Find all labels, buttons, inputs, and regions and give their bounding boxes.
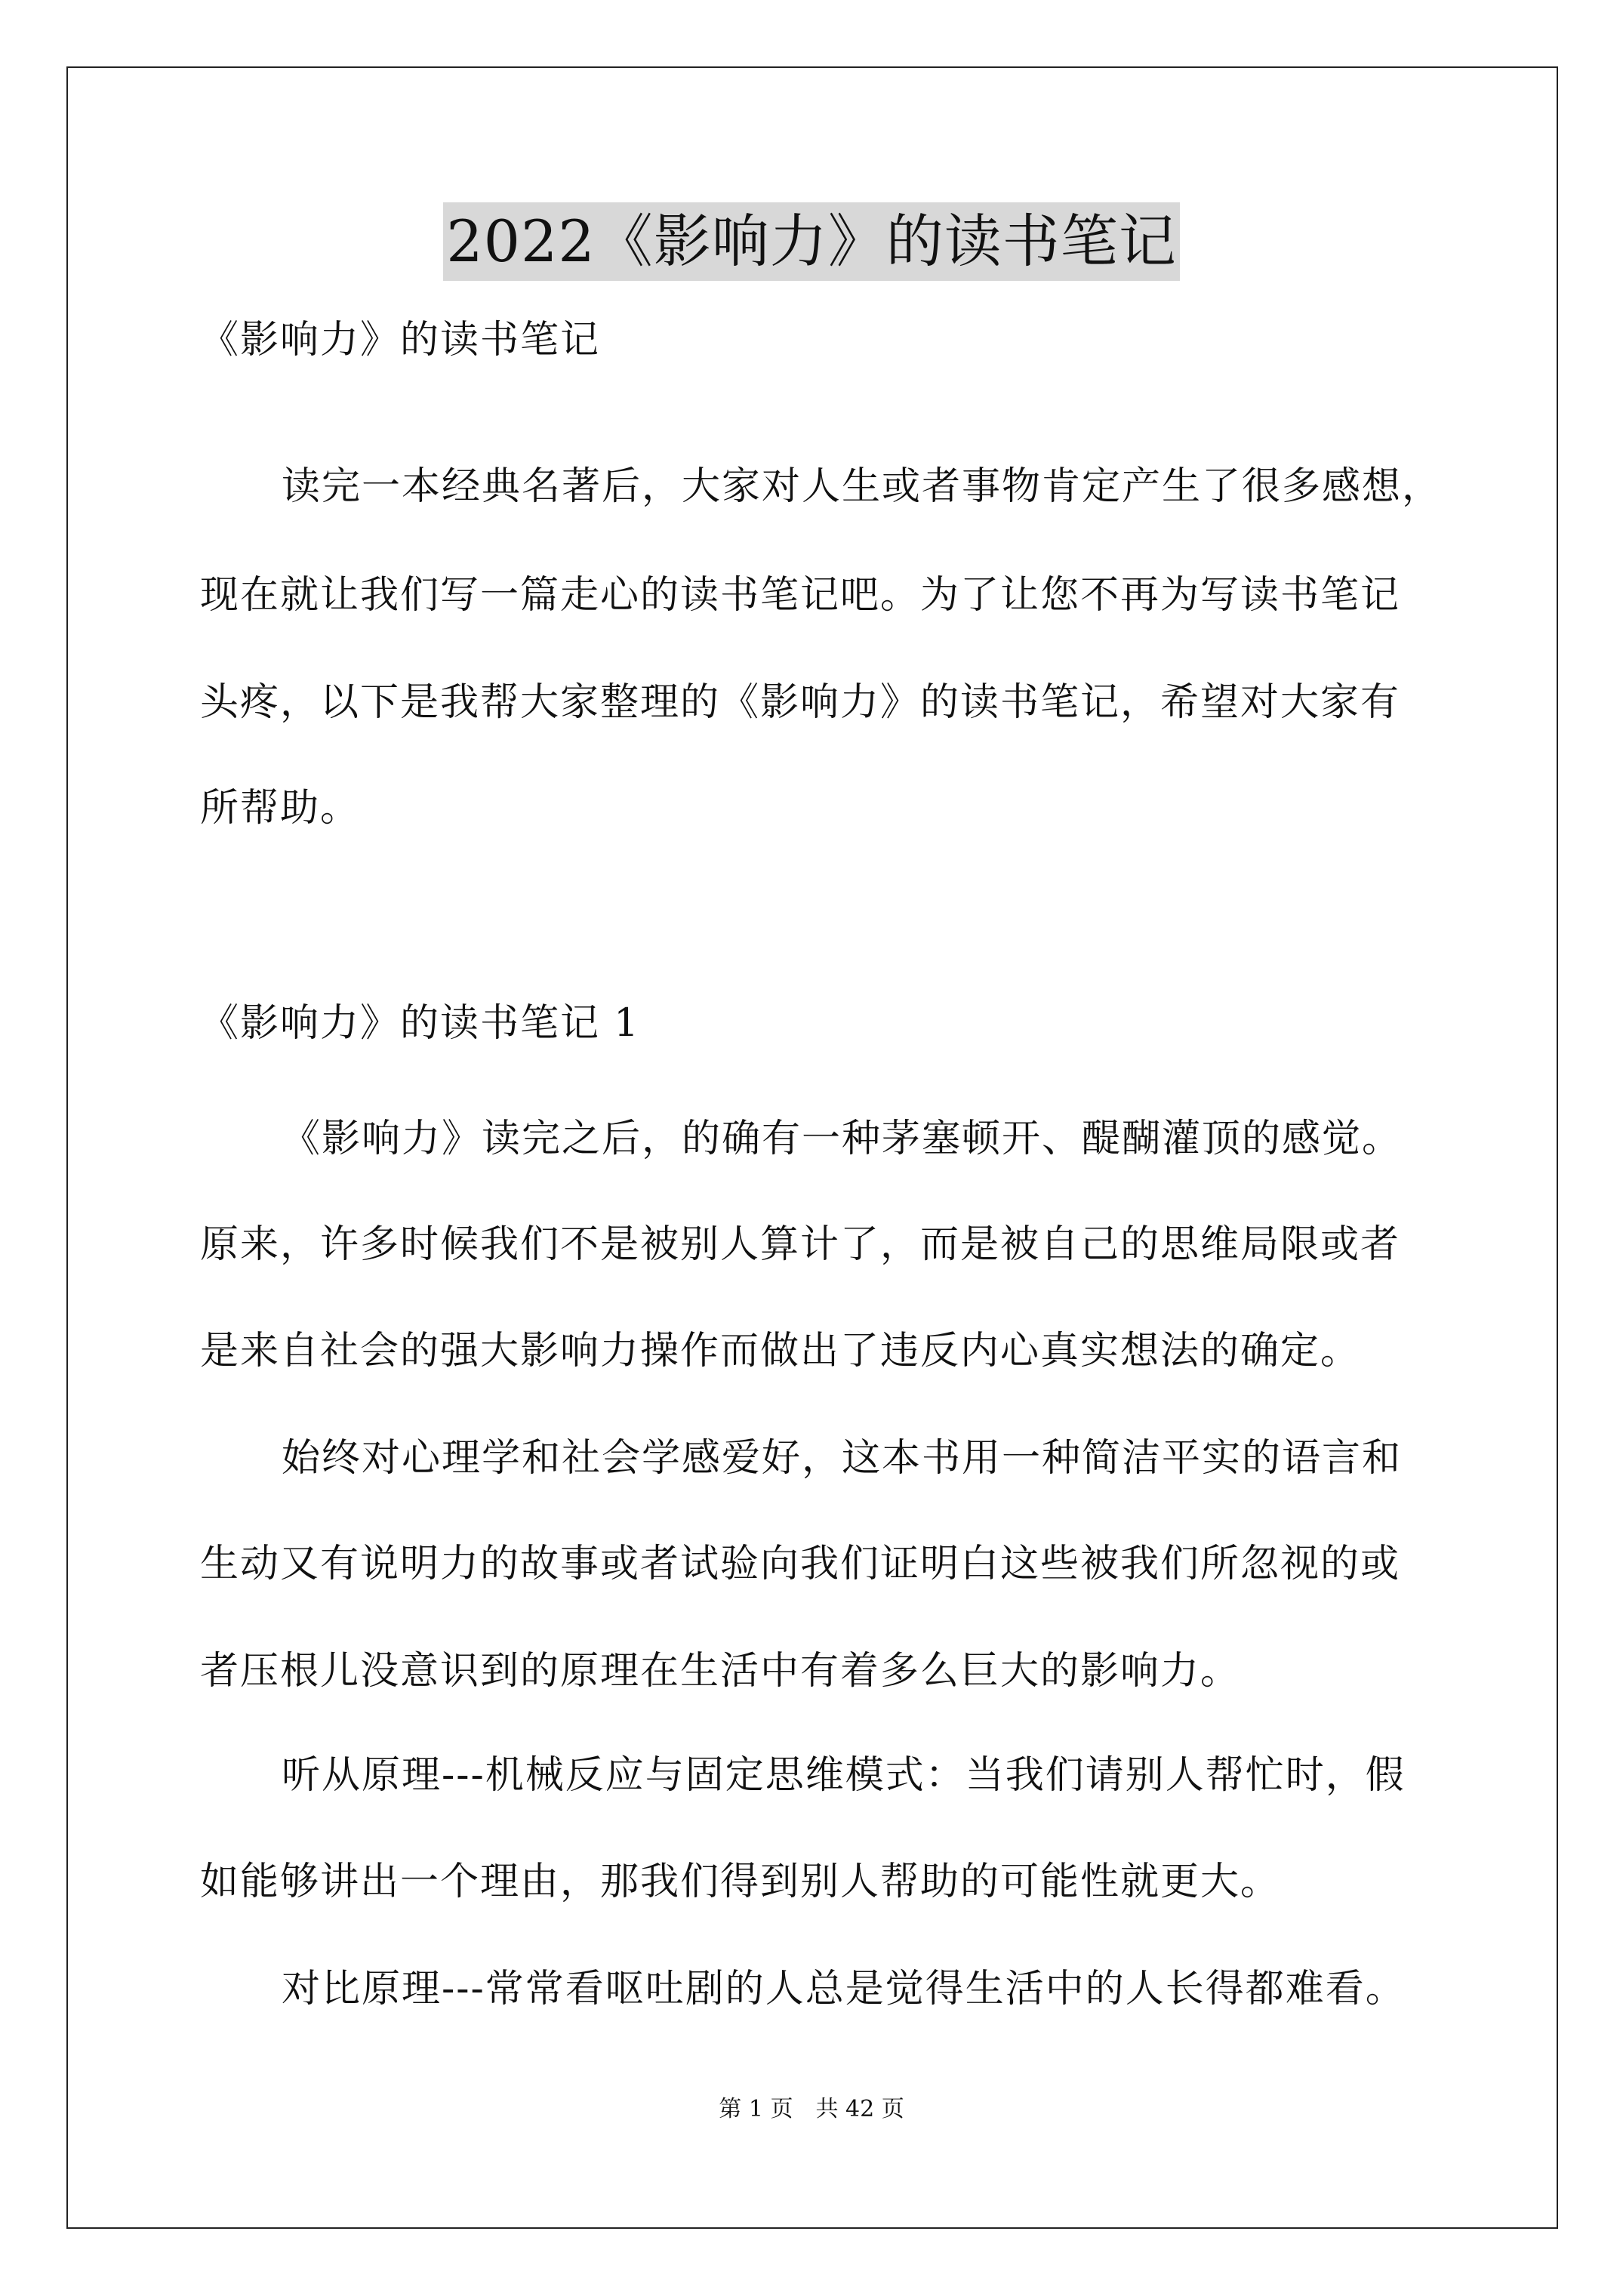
paragraph-line: 头疼，以下是我帮大家整理的《影响力》的读书笔记，希望对大家有: [200, 680, 1401, 725]
paragraph-line: 对比原理---常常看呕吐剧的人总是觉得生活中的人长得都难看。: [282, 1967, 1406, 2011]
subtitle: 《影响力》的读书笔记: [200, 318, 601, 362]
paragraph-line: 所帮助。: [200, 786, 361, 831]
paragraph-line: 生动又有说明力的故事或者试验向我们证明白这些被我们所忽视的或: [200, 1542, 1401, 1586]
paragraph-line: 现在就让我们写一篇走心的读书笔记吧。为了让您不再为写读书笔记: [200, 573, 1401, 618]
paragraph-line: 者压根儿没意识到的原理在生活中有着多么巨大的影响力。: [200, 1649, 1241, 1693]
paragraph-line: 始终对心理学和社会学感爱好，这本书用一种简洁平实的语言和: [282, 1436, 1403, 1481]
document-title: 2022《影响力》的读书笔记: [443, 202, 1179, 281]
paragraph-line: 是来自社会的强大影响力操作而做出了违反内心真实想法的确定。: [200, 1329, 1361, 1373]
paragraph-line: 原来，许多时候我们不是被别人算计了，而是被自己的思维局限或者: [200, 1222, 1401, 1267]
section-heading: 《影响力》的读书笔记 1: [200, 1001, 640, 1046]
paragraph-line: 读完一本经典名著后，大家对人生或者事物肯定产生了很多感想，: [282, 464, 1443, 509]
title-container: [0, 202, 1623, 281]
page-footer: 第 1 页 共 42 页: [719, 2096, 904, 2122]
paragraph-line: 听从原理---机械反应与固定思维模式：当我们请别人帮忙时，假: [282, 1753, 1406, 1798]
paragraph-line: 《影响力》读完之后，的确有一种茅塞顿开、醍醐灌顶的感觉。: [282, 1117, 1403, 1161]
paragraph-line: 如能够讲出一个理由，那我们得到别人帮助的可能性就更大。: [200, 1860, 1281, 1904]
